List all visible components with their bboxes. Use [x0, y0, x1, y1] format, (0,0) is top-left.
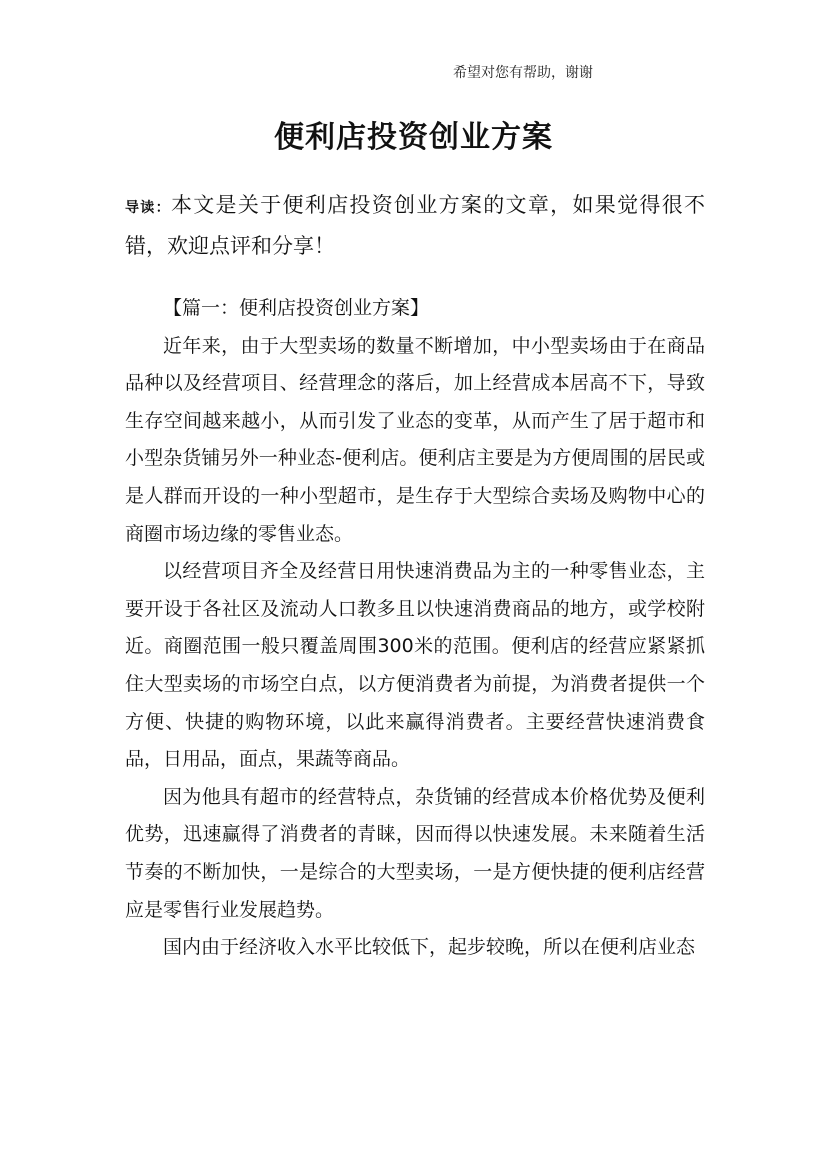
paragraph: 因为他具有超市的经营特点，杂货铺的经营成本价格优势及便利优势，迅速赢得了消费者的青睐，因而得以快速发展。未来随着生活节奏的不断加快，一是综合的大型卖场，一是方便快捷的便利店经营应是零售行业发展趋势。 — [125, 785, 705, 921]
intro-text: 本文是关于便利店投资创业方案的文章，如果觉得很不错，欢迎点评和分享！ — [125, 193, 706, 258]
header-note: 希望对您有帮助，谢谢 — [453, 65, 593, 81]
section-heading: 【篇一：便利店投资创业方案】 — [163, 297, 430, 319]
paragraph: 以经营项目齐全及经营日用快速消费品为主的一种零售业态，主要开设于各社区及流动人口教多且以快速消费商品的地方，或学校附近。商圈范围一般只覆盖周围300米的范围。便利店的经营应紧紧抓住大型卖场的市场空白点，以方便消费者为前提，为消费者提供一个方便、快捷的购物环境，以此来赢得消费者。主要经营快速消费食品，日用品，面点，果蔬等商品。 — [125, 560, 705, 771]
paragraph: 国内由于经济收入水平比较低下，起步较晚，所以在便利店业态 — [163, 936, 696, 959]
paragraph: 近年来，由于大型卖场的数量不断增加，中小型卖场由于在商品品种以及经营项目、经营理念的落后，加上经营成本居高不下，导致生存空间越来越小，从而引发了业态的变革，从而产生了居于超市和小型杂货铺另外一种业态-便利店。便利店主要是为方便周围的居民或是人群而开设的一种小型超市，是生存于大型综合卖场及购物中心的商圈市场边缘的零售业态。 — [125, 334, 705, 545]
intro-paragraph — [125, 186, 705, 265]
document-body — [125, 290, 705, 967]
intro-label: 导读： — [125, 200, 171, 216]
document-title: 便利店投资创业方案 — [274, 120, 553, 155]
